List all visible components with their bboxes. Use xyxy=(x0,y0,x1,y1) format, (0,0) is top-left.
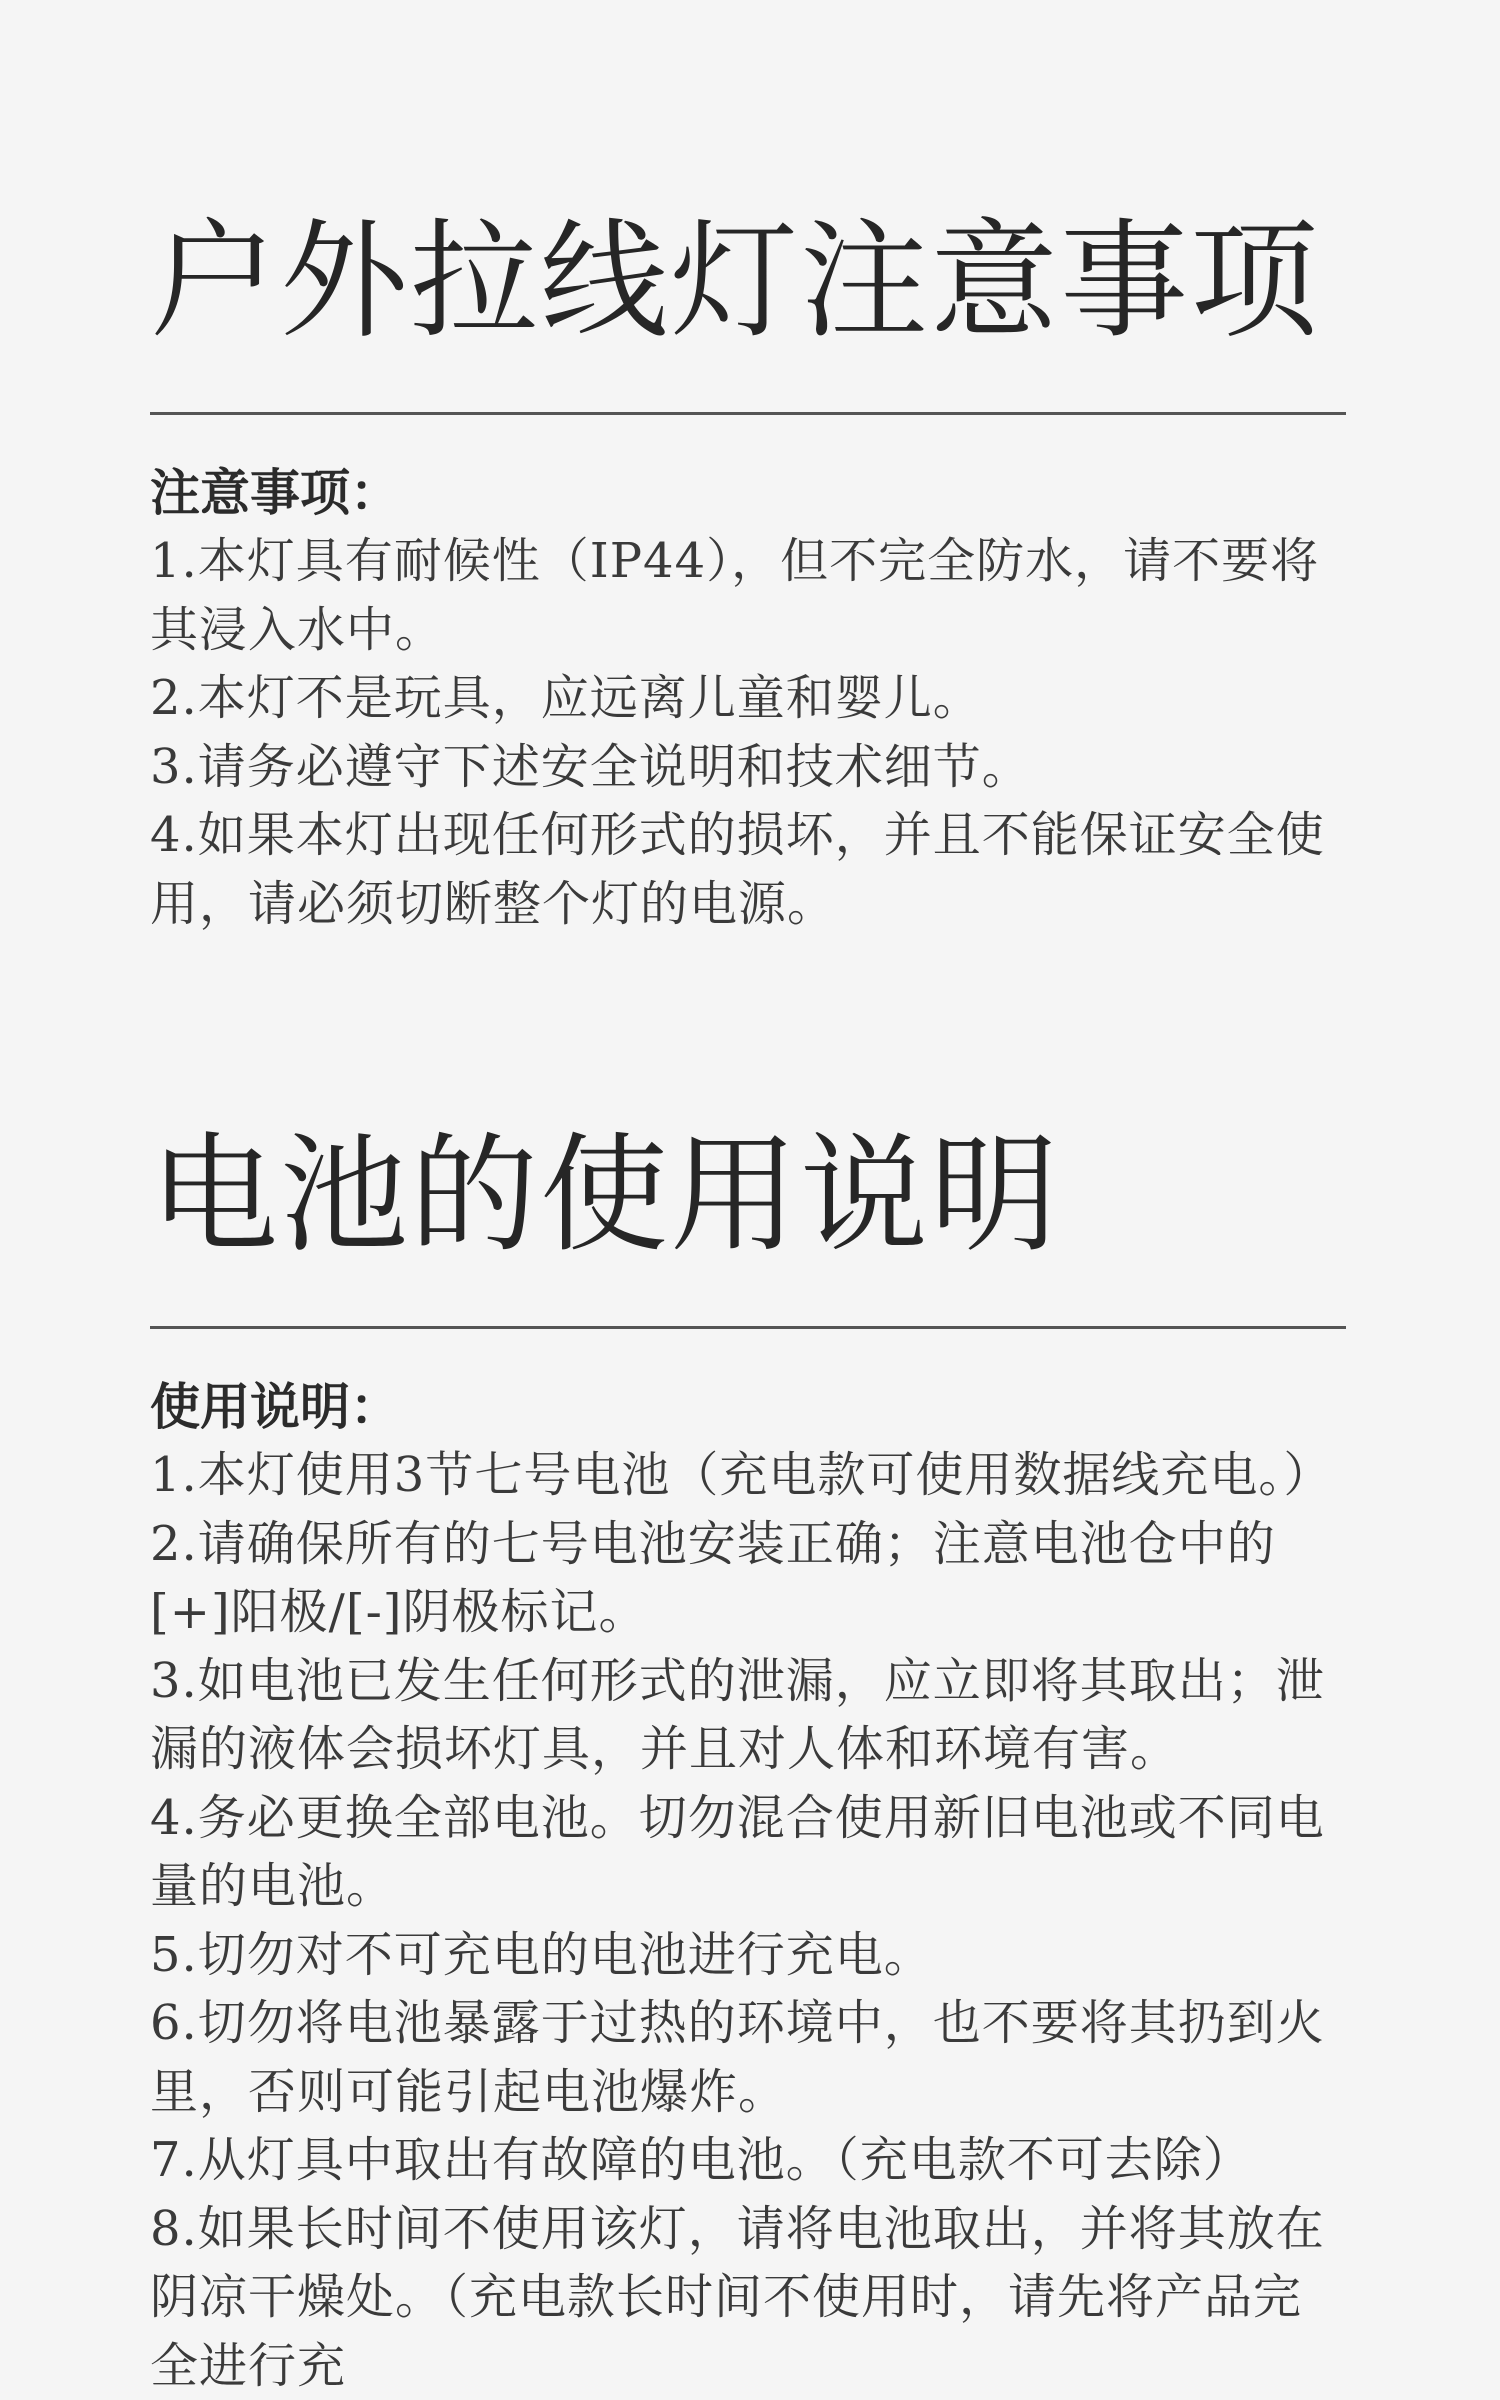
list-item: 3.如电池已发生任何形式的泄漏，应立即将其取出；泄漏的液体会损坏灯具，并且对人体和环境有害。 xyxy=(150,1647,1350,1784)
list-item: 2.本灯不是玩具，应远离儿童和婴儿。 xyxy=(150,664,1350,733)
title-divider xyxy=(150,1326,1346,1329)
battery-title: 电池的使用说明 xyxy=(150,1132,1350,1260)
list-item: 1.本灯具有耐候性（IP44），但不完全防水，请不要将其浸入水中。 xyxy=(150,527,1350,664)
list-item: 5.切勿对不可充电的电池进行充电。 xyxy=(150,1921,1350,1990)
precautions-section xyxy=(150,218,1350,938)
precautions-title: 户外拉线灯注意事项 xyxy=(150,218,1350,346)
list-item: 2.请确保所有的七号电池安装正确；注意电池仓中的[+]阳极/[-]阴极标记。 xyxy=(150,1510,1350,1647)
list-item: 8.如果长时间不使用该灯，请将电池取出，并将其放在阴凉干燥处。（充电款长时间不使用时，请先将产品完全进行充 xyxy=(150,2195,1350,2400)
list-item: 7.从灯具中取出有故障的电池。（充电款不可去除） xyxy=(150,2126,1350,2195)
list-item: 1.本灯使用3节七号电池（充电款可使用数据线充电。） xyxy=(150,1441,1350,1510)
precautions-subhead: 注意事项： xyxy=(150,459,1350,527)
battery-section xyxy=(150,1132,1350,2400)
list-item: 3.请务必遵守下述安全说明和技术细节。 xyxy=(150,733,1350,802)
battery-subhead: 使用说明： xyxy=(150,1373,1350,1441)
list-item: 4.务必更换全部电池。切勿混合使用新旧电池或不同电量的电池。 xyxy=(150,1784,1350,1921)
title-divider xyxy=(150,412,1346,415)
list-item: 4.如果本灯出现任何形式的损坏，并且不能保证安全使用，请必须切断整个灯的电源。 xyxy=(150,801,1350,938)
list-item: 6.切勿将电池暴露于过热的环境中，也不要将其扔到火里，否则可能引起电池爆炸。 xyxy=(150,1989,1350,2126)
